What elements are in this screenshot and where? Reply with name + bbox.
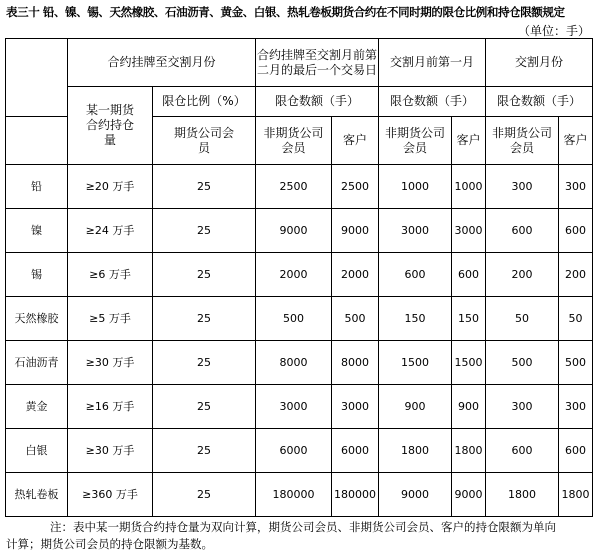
dm-client-limit: 500 bbox=[559, 341, 593, 385]
header-period-second-month: 合约挂牌至交割月前第二月的最后一个交易日 bbox=[256, 39, 379, 87]
fm-non-futures-limit: 9000 bbox=[379, 473, 452, 517]
table-row bbox=[6, 429, 593, 473]
fm-client-limit: 1000 bbox=[452, 165, 486, 209]
position-threshold: ≥5 万手 bbox=[68, 297, 153, 341]
sm-non-futures-limit: 2500 bbox=[256, 165, 332, 209]
sm-non-futures-limit: 500 bbox=[256, 297, 332, 341]
dm-non-futures-limit: 500 bbox=[486, 341, 559, 385]
position-threshold: ≥24 万手 bbox=[68, 209, 153, 253]
fm-client-limit: 600 bbox=[452, 253, 486, 297]
sm-client-limit: 8000 bbox=[332, 341, 379, 385]
fm-client-limit: 9000 bbox=[452, 473, 486, 517]
sm-non-futures-limit: 2000 bbox=[256, 253, 332, 297]
table-title: 表三十 铅、镍、锡、天然橡胶、石油沥青、黄金、白银、热轧卷板期货合约在不同时期的限仓比例和持仓限额规定 bbox=[6, 5, 565, 19]
footnote-line-2: 计算；期货公司会员的持仓限额为基数。 bbox=[6, 537, 213, 551]
position-threshold: ≥360 万手 bbox=[68, 473, 153, 517]
fm-client-limit: 3000 bbox=[452, 209, 486, 253]
sm-non-futures-limit: 8000 bbox=[256, 341, 332, 385]
dm-non-futures-limit: 300 bbox=[486, 165, 559, 209]
dm-client-limit: 600 bbox=[559, 429, 593, 473]
header-non-futures-member-fm: 非期货公司会员 bbox=[379, 117, 452, 165]
header-position-threshold: 某一期货合约持仓量 bbox=[68, 87, 153, 165]
dm-non-futures-limit: 1800 bbox=[486, 473, 559, 517]
fm-client-limit: 1500 bbox=[452, 341, 486, 385]
header-period-delivery: 交割月份 bbox=[486, 39, 593, 87]
fm-non-futures-limit: 600 bbox=[379, 253, 452, 297]
table-row bbox=[6, 341, 593, 385]
position-threshold: ≥6 万手 bbox=[68, 253, 153, 297]
product-name: 黄金 bbox=[6, 385, 68, 429]
header-period-listing: 合约挂牌至交割月份 bbox=[68, 39, 256, 87]
header-non-futures-member-sm: 非期货公司会员 bbox=[256, 117, 332, 165]
sm-client-limit: 2500 bbox=[332, 165, 379, 209]
header-non-futures-member-dm: 非期货公司会员 bbox=[486, 117, 559, 165]
limit-ratio: 25 bbox=[153, 341, 256, 385]
sm-non-futures-limit: 9000 bbox=[256, 209, 332, 253]
product-name: 热轧卷板 bbox=[6, 473, 68, 517]
product-name: 镍 bbox=[6, 209, 68, 253]
footnote-line-1: 注：表中某一期货合约持仓量为双向计算，期货公司会员、非期货公司会员、客户的持仓限额为单向 bbox=[50, 520, 556, 534]
product-name: 石油沥青 bbox=[6, 341, 68, 385]
limit-ratio: 25 bbox=[153, 297, 256, 341]
dm-non-futures-limit: 200 bbox=[486, 253, 559, 297]
product-name: 锡 bbox=[6, 253, 68, 297]
fm-client-limit: 150 bbox=[452, 297, 486, 341]
sm-client-limit: 2000 bbox=[332, 253, 379, 297]
dm-client-limit: 300 bbox=[559, 385, 593, 429]
position-threshold: ≥20 万手 bbox=[68, 165, 153, 209]
header-limit-amount-delivery: 限仓数额（手） bbox=[486, 87, 593, 117]
header-corner bbox=[6, 39, 68, 117]
limit-ratio: 25 bbox=[153, 165, 256, 209]
fm-non-futures-limit: 1500 bbox=[379, 341, 452, 385]
fm-non-futures-limit: 1000 bbox=[379, 165, 452, 209]
table-row bbox=[6, 473, 593, 517]
header-limit-amount-first-month: 限仓数额（手） bbox=[379, 87, 486, 117]
header-row-1 bbox=[6, 39, 593, 87]
product-name: 铅 bbox=[6, 165, 68, 209]
sm-non-futures-limit: 180000 bbox=[256, 473, 332, 517]
fm-non-futures-limit: 150 bbox=[379, 297, 452, 341]
fm-non-futures-limit: 3000 bbox=[379, 209, 452, 253]
limit-ratio: 25 bbox=[153, 253, 256, 297]
unit-label: （单位：手） bbox=[517, 24, 590, 38]
fm-non-futures-limit: 900 bbox=[379, 385, 452, 429]
header-limit-amount-second-month: 限仓数额（手） bbox=[256, 87, 379, 117]
header-limit-ratio: 限仓比例（%） bbox=[153, 87, 256, 117]
fm-client-limit: 1800 bbox=[452, 429, 486, 473]
fm-client-limit: 900 bbox=[452, 385, 486, 429]
header-client-dm: 客户 bbox=[559, 117, 593, 165]
sm-non-futures-limit: 3000 bbox=[256, 385, 332, 429]
position-limit-table bbox=[5, 38, 593, 517]
dm-client-limit: 600 bbox=[559, 209, 593, 253]
sm-client-limit: 6000 bbox=[332, 429, 379, 473]
dm-non-futures-limit: 300 bbox=[486, 385, 559, 429]
limit-ratio: 25 bbox=[153, 429, 256, 473]
limit-ratio: 25 bbox=[153, 473, 256, 517]
header-blank bbox=[6, 117, 68, 165]
limit-ratio: 25 bbox=[153, 209, 256, 253]
position-threshold: ≥30 万手 bbox=[68, 429, 153, 473]
table-row bbox=[6, 297, 593, 341]
dm-non-futures-limit: 600 bbox=[486, 209, 559, 253]
limit-ratio: 25 bbox=[153, 385, 256, 429]
table-row bbox=[6, 165, 593, 209]
footnote bbox=[6, 519, 600, 553]
table-row bbox=[6, 385, 593, 429]
sm-non-futures-limit: 6000 bbox=[256, 429, 332, 473]
position-threshold: ≥16 万手 bbox=[68, 385, 153, 429]
dm-client-limit: 200 bbox=[559, 253, 593, 297]
sm-client-limit: 9000 bbox=[332, 209, 379, 253]
header-period-first-month: 交割月前第一月 bbox=[379, 39, 486, 87]
table-row bbox=[6, 253, 593, 297]
sm-client-limit: 180000 bbox=[332, 473, 379, 517]
dm-non-futures-limit: 50 bbox=[486, 297, 559, 341]
header-client-fm: 客户 bbox=[452, 117, 486, 165]
dm-client-limit: 1800 bbox=[559, 473, 593, 517]
product-name: 天然橡胶 bbox=[6, 297, 68, 341]
fm-non-futures-limit: 1800 bbox=[379, 429, 452, 473]
header-client-sm: 客户 bbox=[332, 117, 379, 165]
sm-client-limit: 500 bbox=[332, 297, 379, 341]
dm-client-limit: 300 bbox=[559, 165, 593, 209]
table-row bbox=[6, 209, 593, 253]
product-name: 白银 bbox=[6, 429, 68, 473]
dm-client-limit: 50 bbox=[559, 297, 593, 341]
position-threshold: ≥30 万手 bbox=[68, 341, 153, 385]
header-futures-member: 期货公司会员 bbox=[153, 117, 256, 165]
sm-client-limit: 3000 bbox=[332, 385, 379, 429]
header-row-2 bbox=[6, 87, 593, 117]
dm-non-futures-limit: 600 bbox=[486, 429, 559, 473]
